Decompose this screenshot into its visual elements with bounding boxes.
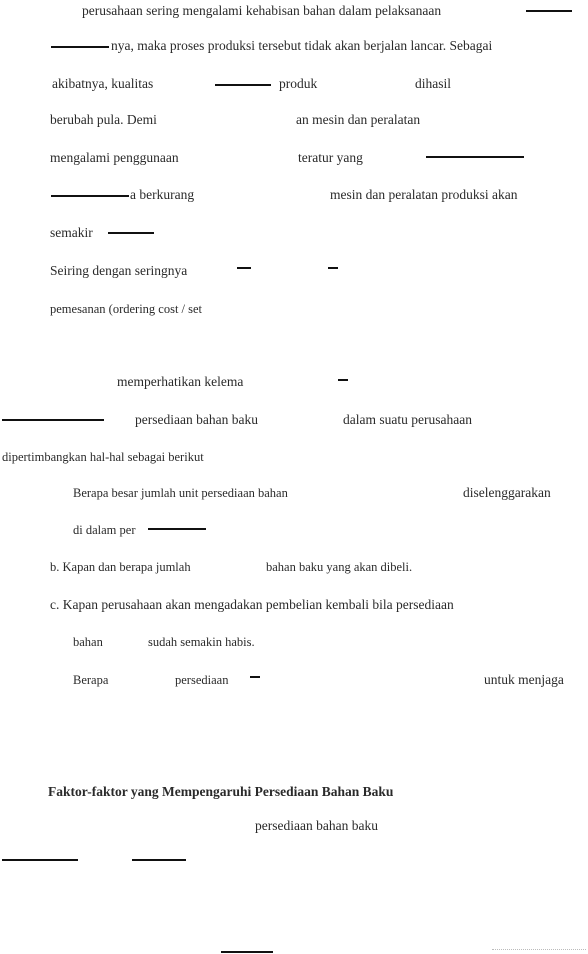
redaction-rule (328, 267, 338, 269)
text-line: teratur yang (298, 150, 363, 165)
redaction-rule (2, 859, 78, 861)
list-item: Berapa besar jumlah unit persediaan bahan (73, 486, 288, 500)
text-line: sudah semakin habis. (148, 635, 255, 649)
redaction-rule (237, 267, 251, 269)
text-line: mengalami penggunaan (50, 150, 179, 165)
text-line: untuk menjaga (484, 672, 564, 687)
text-line: pemesanan (ordering cost / set (50, 302, 203, 316)
text-line: diselenggarakan (463, 485, 551, 500)
list-item: c. Kapan perusahaan akan mengadakan pembelian kembali bila persediaan (50, 597, 454, 612)
text-line: bahan (73, 635, 103, 649)
text-line: a berkurang (130, 187, 195, 202)
text-line: an mesin dan peralatan (296, 112, 421, 127)
text-line: dalam suatu perusahaan (343, 412, 472, 427)
redaction-rule (426, 156, 524, 158)
text-line: akibatnya, kualitas (52, 76, 154, 91)
text-line: persediaan bahan baku (255, 818, 378, 833)
redaction-rule (250, 676, 260, 678)
redaction-rule (51, 195, 129, 197)
redaction-rule (132, 859, 186, 861)
list-item: Berapa (73, 673, 109, 687)
redaction-rule (215, 84, 271, 86)
text-line: produk (279, 76, 318, 91)
text-line: di dalam per (73, 523, 136, 537)
text-line: semakir (50, 225, 93, 240)
text-line: perusahaan sering mengalami kehabisan bahan dalam pelaksanaan (82, 3, 442, 18)
text-line: berubah pula. Demi (50, 112, 157, 127)
text-line: persediaan (175, 673, 229, 687)
text-line: Seiring dengan seringnya (50, 263, 188, 278)
scan-noise (492, 949, 586, 952)
redaction-rule (2, 419, 104, 421)
text-line: mesin dan peralatan produksi akan (330, 187, 518, 202)
text-line: bahan baku yang akan dibeli. (266, 560, 413, 574)
list-item: b. Kapan dan berapa jumlah (50, 560, 191, 574)
text-line: dipertimbangkan hal-hal sebagai berikut (2, 450, 204, 464)
section-heading: Faktor-faktor yang Mempengaruhi Persediaan Bahan Baku (48, 784, 394, 799)
redaction-rule (526, 10, 572, 12)
redaction-rule (338, 379, 348, 381)
redaction-rule (148, 528, 206, 530)
text-line: nya, maka proses produksi tersebut tidak akan berjalan lancar. Sebagai (111, 38, 493, 53)
redaction-rule (108, 232, 154, 234)
redaction-rule (51, 46, 109, 48)
text-line: persediaan bahan baku (135, 412, 258, 427)
text-line: memperhatikan kelema (117, 374, 244, 389)
redaction-rule (221, 951, 273, 953)
text-line: dihasil (415, 76, 451, 91)
